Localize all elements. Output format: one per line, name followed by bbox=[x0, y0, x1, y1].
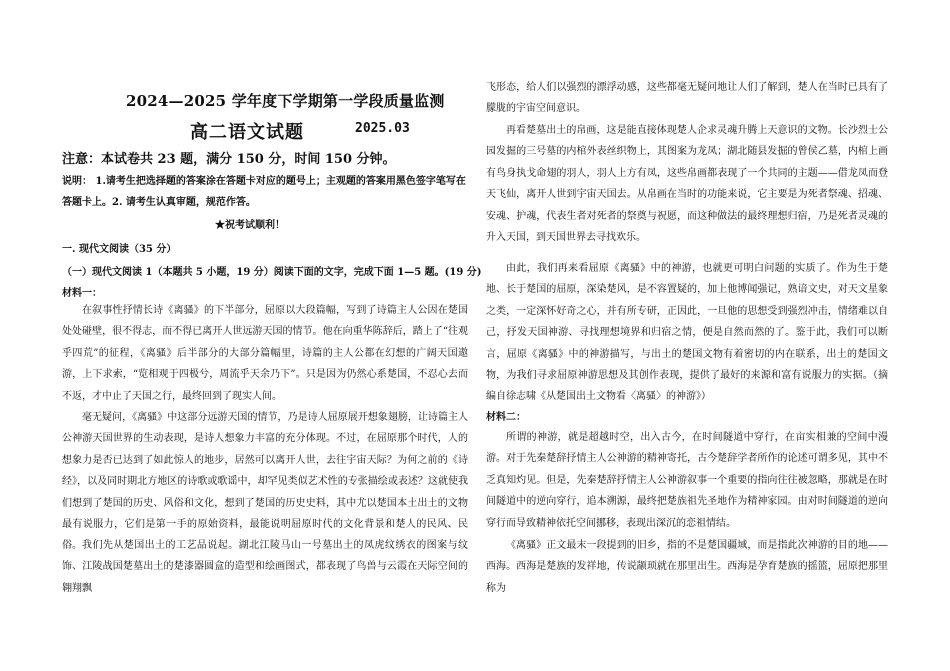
subject-title: 高二语文试题 bbox=[190, 122, 304, 143]
section-heading: 一. 现代文阅读（35 分） bbox=[62, 244, 177, 255]
left-paragraph: 我们先从楚国出土的工艺品说起。湖北江陵马山一号墓出土的凤虎纹绣衣的图案与纹饰、江陵战国楚墓出土的楚漆器圆盒的造型和绘画图式，都表现了鸟兽与云霞在天际空间的翱翔飘 bbox=[62, 540, 468, 594]
exam-notice: 注意：本试卷共 23 题，满分 150 分，时间 150 分钟。 bbox=[62, 152, 396, 167]
material-one-label: 材料一： bbox=[62, 288, 102, 299]
right-paragraph: 由此，我们再来看屈原《离骚》中的神游，也就更可明白问题的实质了。作为生于楚地、长于楚国的屈原，深染楚风，是不容置疑的，加上他博闻强记，熟谙文史，对天文星象之类，一定深怀好奇之心，并有所专研，正因此，一旦他的思想受到强烈冲击，情绪难以自己，抒发天国神游、寻找理想境界和归宿之情，便是自然而然的了。鉴于此，我们可以断言，屈原《离骚》中的神游描写，与出土的楚国文物有着密切的内在联系，出土的楚国文物，为我们寻求屈原神游思想及其创作表现，提供了最好的来源和富有说服力的实据。（摘编自徐志啸《从楚国出土文物看〈离骚〉的神游》） bbox=[486, 263, 888, 403]
good-luck-message: ★祝考试顺利！ bbox=[215, 220, 285, 231]
left-paragraph: 毫无疑问，《离骚》中这部分远游天国的情节，乃是诗人屈原展开想象翅膀，让诗篇主人公神游天国世界的生动表现，是诗人想象力丰富的充分体现。不过，在屈原那个时代，人的想象力是否已达到了如此惊人的地步，居然可以离开人世，去往宇宙天际？为何之前的《诗经》，以及同时期北方地区的诗歌或歌谣中，却罕见类似艺术性的专张描绘或表述？这就使我们想到了楚国的历史、风俗和文化，想到了楚国的历史史料，其中尤以楚国本土出土的文物最有说服力，它们是第一手的原始资料，最能说明屈原时代的文化背景和楚人的民风、民俗。 bbox=[62, 412, 468, 552]
right-paragraph: 所谓的神游，就是超越时空，出入古今，在时间隧道中穿行，在亩实相兼的空间中漫游。对于先秦楚辞抒情主人公神游的精神寄托，古今楚辞学者所作的论述可谓多见，其中不乏真知灼见。但是，先秦楚辞抒情主人公神游叙事一个重要的指向往往被忽略，那就是在时间隧道中的逆向穿行，追本溯源，最终把楚族祖先圣地作为精神家园。由对时间隧道的逆向穿行而导致精神依托空间挪移，表现出深沉的恋祖情结。 bbox=[486, 432, 888, 529]
exam-instructions: 说明： 1.请考生把选择题的答案涂在答题卡对应的题号上；主观题的答案用黑色签字笔写在答题卡上。2. 请考生认真审题，规范作答。 bbox=[62, 176, 466, 208]
right-paragraph: 《离骚》正文最末一段提到的旧乡，指的不是楚国疆域，而是指此次神游的目的地——西海。西海是楚族的发祥地，传说颛顼就在那里出生。西海是孕育楚族的摇篮，屈原把那里称为 bbox=[486, 540, 888, 594]
right-paragraph: 再看楚墓出土的帛画，这是能直接体现楚人企求灵魂升腾上天意识的文物。长沙烈士公园发掘的三号墓的内棺外表丝织物上，其图案为龙凤；湖北随县发掘的曾侯乙墓，内棺上画有鸟身执戈命翅的羽人，羽人上方有凤，这些帛画都表现了一个共同的主题——借龙凤而登天飞仙，离开人世到宇宙天国去。从帛画在当时的功能来说，它主要是为死者祭魂、招魂、安魂、护魂，代表生者对死者的祭奠与祝愿，而这种做法的最终理想归宿，乃是死者灵魂的升入天国，到天国世界去寻找欢乐。 bbox=[486, 125, 888, 244]
left-paragraph: 在叙事性抒情长诗《离骚》的下半部分，屈原以大段篇幅，写到了诗篇主人公因在楚国处处碰壁，很不得志，而不得已离开人世远游天国的情节。他在向重华陈辞后，踏上了“往观乎四荒”的征程，《离骚》后半部分的大部分篇幅里，诗篇的主人公都在幻想的广阔天国遨游，上下求索，“览相观于四极兮，周流乎天余乃下”。只是因为仍然心系楚国，不忍心去而不返，才中止了天国之行，最终回到了现实人间。 bbox=[62, 305, 468, 402]
material-two-label: 材料二： bbox=[486, 412, 526, 423]
right-paragraph: 飞形态，给人们以强烈的漂浮动感，这些都毫无疑问地让人们了解到，楚人在当时已具有了朦胧的宇宙空间意识。 bbox=[486, 82, 888, 115]
exam-date: 2025.03 bbox=[355, 121, 410, 136]
subsection-heading: （一）现代文阅读 1（本题共 5 小题，19 分）阅读下面的文字，完成下面 1—5 题。(19 分) bbox=[62, 267, 482, 278]
exam-title: 2024—2025 学年度下学期第一学段质量监测 bbox=[126, 92, 445, 110]
